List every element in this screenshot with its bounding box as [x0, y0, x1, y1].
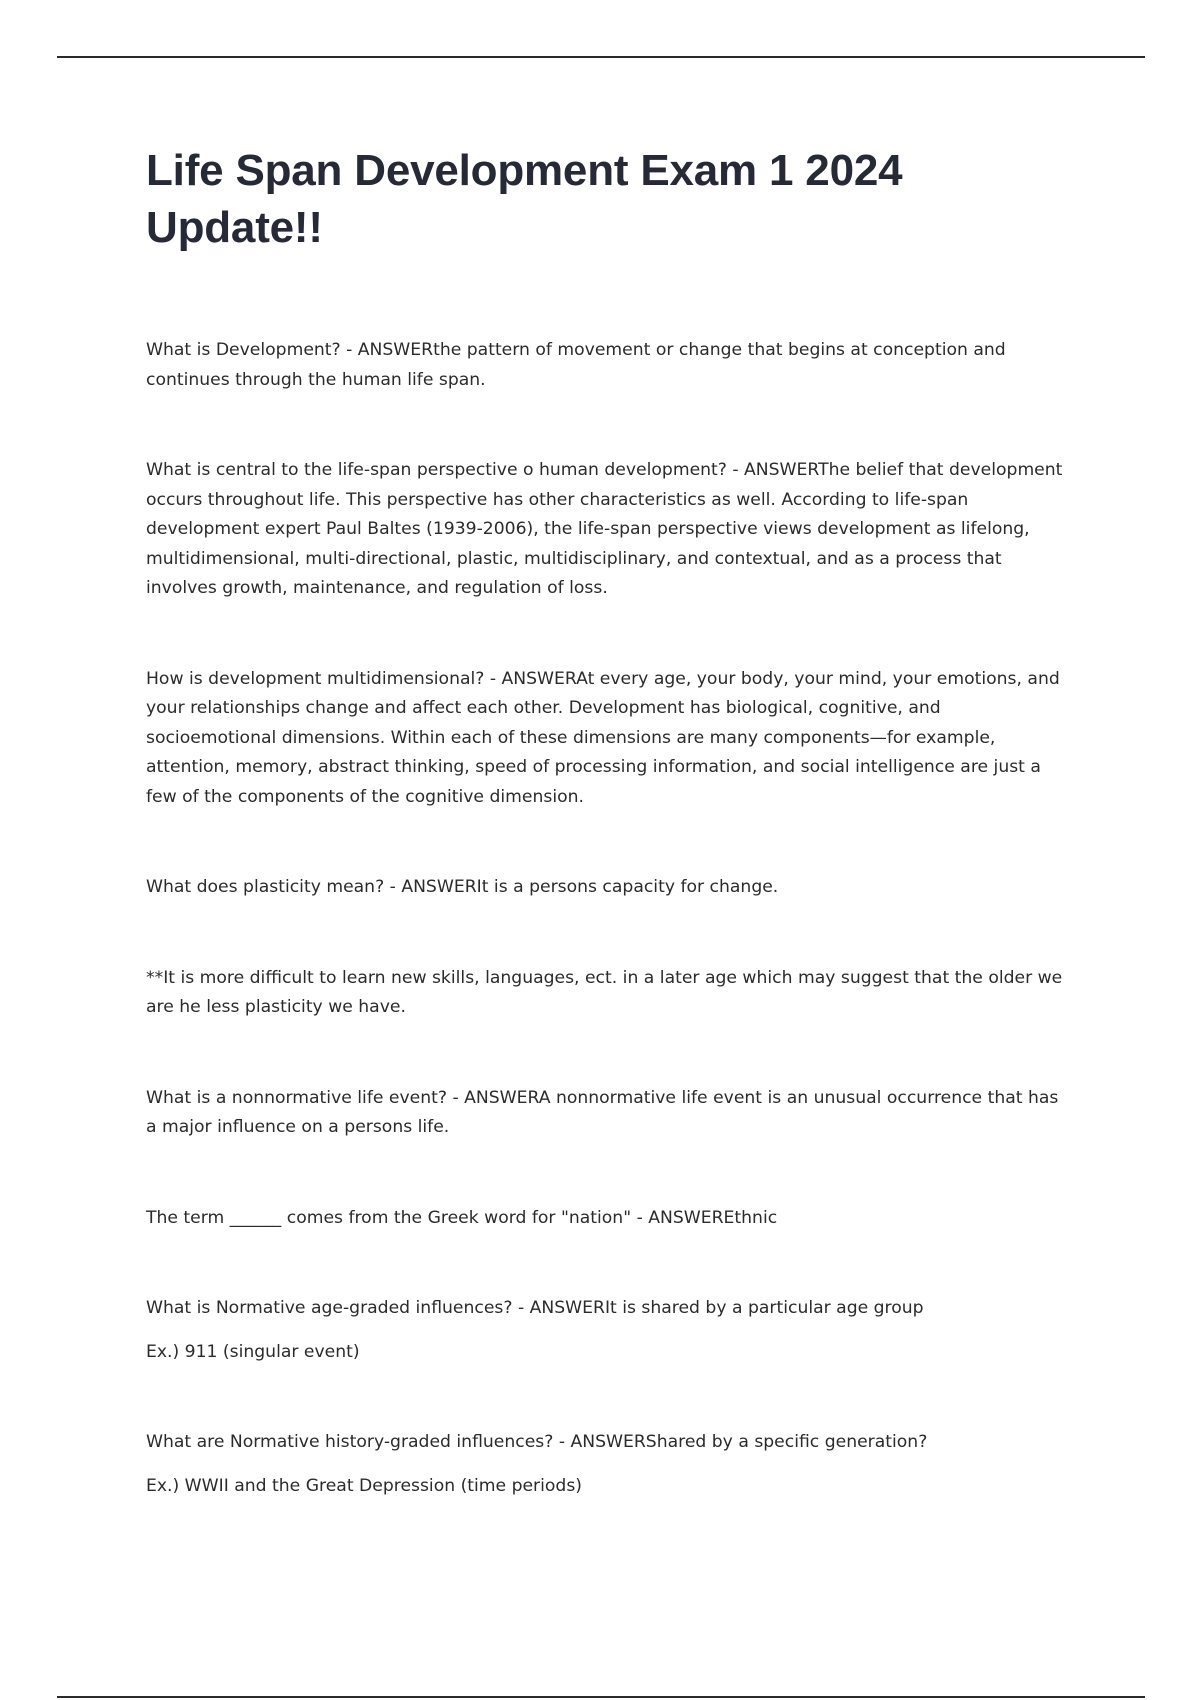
- qa-entry-nonnormative: [146, 1084, 1066, 1143]
- qa-text: How is development multidimensional? - ANSWERAt every age, your body, your mind, your emotions, and your relationships change and affect each other. Development has biological, cognitive, and socioemotional dimensions. Within each of these dimensions are many components—for example, attention, memory, abstract thinking, speed of processing information, and social intelligence are just a few of the components of the cognitive dimension.: [146, 668, 1060, 807]
- qa-text: **It is more difficult to learn new skills, languages, ect. in a later age which may suggest that the older we are he less plasticity we have.: [146, 967, 1063, 1017]
- qa-example: Ex.) 911 (singular event): [146, 1341, 360, 1362]
- qa-example: Ex.) WWII and the Great Depression (time periods): [146, 1475, 582, 1496]
- document-title: Life Span Development Exam 1 2024 Update!!: [146, 146, 903, 252]
- qa-entry-ethnic: [146, 1204, 1066, 1234]
- qa-text: What is Development? - ANSWERthe pattern of movement or change that begins at conception and continues through the human life span.: [146, 340, 1006, 390]
- qa-text: What are Normative history-graded influences? - ANSWERShared by a specific generation?: [146, 1432, 928, 1452]
- bottom-rule: [57, 1696, 1145, 1698]
- qa-text: The term ______ comes from the Greek word for "nation" - ANSWEREthnic: [146, 1207, 778, 1228]
- qa-entry-central-perspective: [146, 456, 1066, 604]
- qa-entry-history-graded: [146, 1428, 1066, 1501]
- qa-text: What does plasticity mean? - ANSWERIt is a persons capacity for change.: [146, 877, 779, 897]
- qa-entry-plasticity-note: [146, 964, 1066, 1023]
- top-rule: [57, 56, 1145, 58]
- qa-entry-development: [146, 336, 1066, 395]
- qa-entry-plasticity: [146, 873, 1066, 903]
- qa-list: [146, 336, 1066, 1501]
- document-body: [146, 142, 1066, 1562]
- qa-text: What is central to the life-span perspective o human development? - ANSWERThe belief that development occurs throughout life. This perspective has other characteristics as well. According to life-span development expert Paul Baltes (1939-2006), the life-span perspective views development as lifelong, multidimensional, multi-directional, plastic, multidisciplinary, and contextual, and as a process that involves growth, maintenance, and regulation of loss.: [146, 460, 1063, 598]
- qa-text: What is a nonnormative life event? - ANSWERA nonnormative life event is an unusual occurrence that has a major influence on a persons life.: [146, 1087, 1059, 1137]
- qa-text: What is Normative age-graded influences? - ANSWERIt is shared by a particular age group: [146, 1298, 924, 1318]
- qa-entry-age-graded: [146, 1294, 1066, 1367]
- qa-entry-multidimensional: [146, 665, 1066, 813]
